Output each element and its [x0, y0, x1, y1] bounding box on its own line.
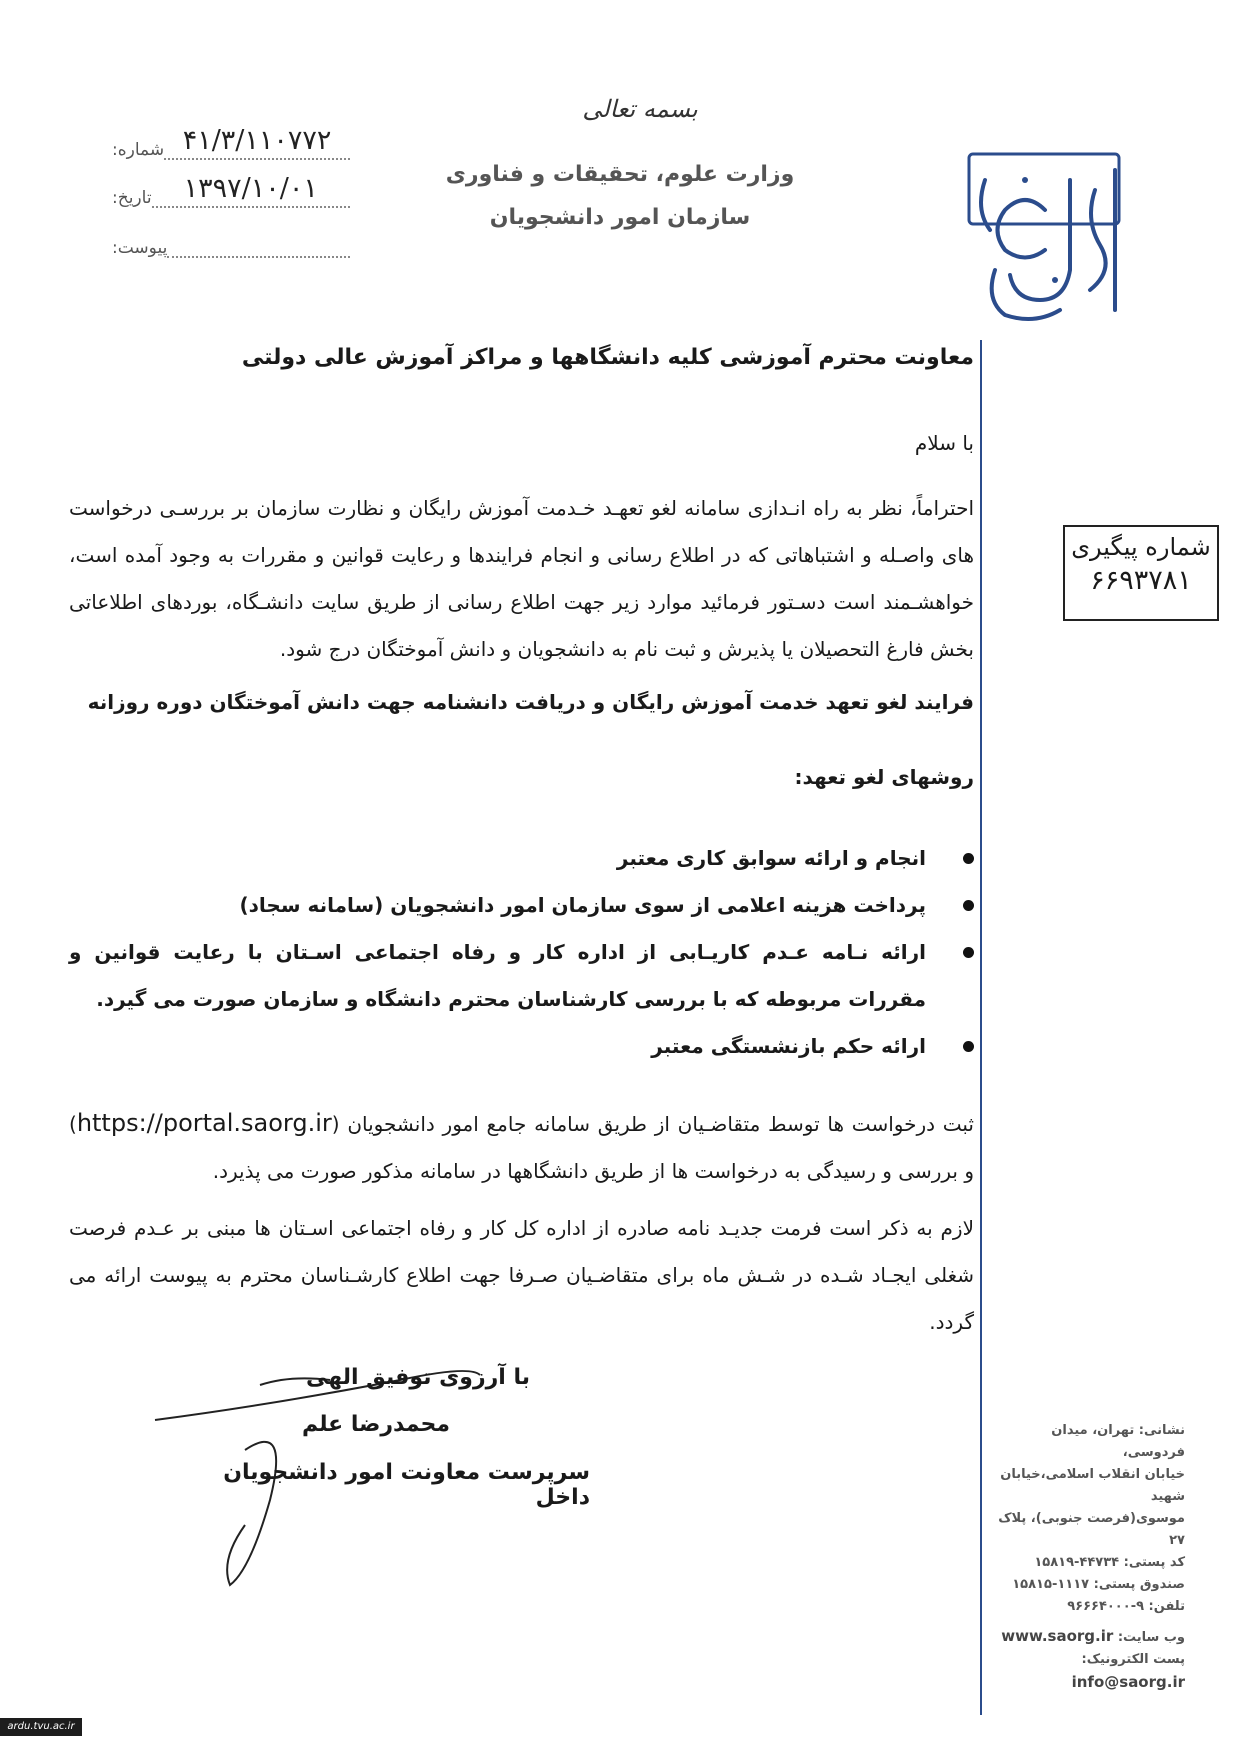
portal-link[interactable]: https://portal.saorg.ir — [76, 1109, 332, 1137]
paragraph-registration: ثبت درخواست ها توسط متقاضـیان از طریق سامانه جامع امور دانشجویان (https://portal.saorg.ir) و بررسی و رسیدگی به درخواست ها از طریق دانشگاهها در سامانه مذکور صورت می پذیرد. — [69, 1109, 974, 1183]
signer-title: سرپرست معاونت امور دانشجویان داخل — [223, 1460, 590, 1510]
postal-address: نشانی: تهران، میدان فردوسی، خیابان انقلاب اسلامی،خیابان شهید موسوی(فرصت جنوبی)، پلاک ۲۷ کد پستی: ۴۴۷۳۴-۱۵۸۱۹ صندوق پستی: ۱۱۱۷-۱۵۸۱۵ تلفن: ۹-۹۶۶۶۴۰۰۰ — [998, 1423, 1185, 1614]
attachment-label: پیوست: — [112, 238, 168, 258]
letter-date-label: تاریخ: — [112, 188, 152, 208]
paragraph-note: لازم به ذکر است فرمت جدیـد نامه صادره از اداره کل کار و رفاه اجتماعی اسـتان ها مبنی بر عـدم فرصت شغلی ایجـاد شـده در شـش ماه برای متقاضـیان صـرفا جهت اطلاع کارشـناسان محترم به پیوست ارائه می گردد. — [69, 1216, 974, 1334]
signer-name: محمدرضا علم — [301, 1412, 450, 1437]
bullet-icon — [963, 900, 974, 911]
organization-logo — [965, 150, 1130, 330]
website-label: وب سایت: — [1117, 1630, 1185, 1645]
list-item: ارائه حکم بازنشستگی معتبر — [69, 1023, 974, 1070]
tracking-number: ۶۶۹۳۷۸۱ — [1090, 565, 1192, 596]
bullet-icon — [963, 947, 974, 958]
process-heading: فرایند لغو تعهد خدمت آموزش رایگان و دریافت دانشنامه جهت دانش آموختگان دوره روزانه — [87, 690, 974, 714]
basmala: بسمه تعالی — [582, 95, 698, 123]
letter-number-value: ۴۱/۳/۱۱۰۷۷۲ — [182, 125, 332, 156]
methods-list — [69, 835, 974, 1070]
attachment-row — [110, 228, 350, 258]
tracking-number-box — [1063, 525, 1219, 621]
list-item: پرداخت هزینه اعلامی از سوی سازمان امور دانشجویان (سامانه سجاد) — [69, 882, 974, 929]
letter-number-label: شماره: — [112, 140, 165, 160]
list-item: ارائه نـامه عـدم کاریـابی از اداره کار و رفاه اجتماعی اسـتان با رعایت قوانین و مقررات مربوطه که با بررسی کارشناسان محترم دانشگاه و سازمان صورت می گیرد. — [69, 929, 974, 1023]
website-link[interactable]: www.saorg.ir — [1001, 1627, 1114, 1645]
letter-number-row — [110, 125, 350, 160]
list-item: انجام و ارائه سوابق کاری معتبر — [69, 835, 974, 882]
web-contact — [985, 1625, 1185, 1695]
tracking-label: شماره پیگیری — [1071, 533, 1211, 561]
email-label: پست الکترونیک: — [1081, 1652, 1185, 1667]
logo-calligraphy-icon — [965, 150, 1130, 330]
paragraph-intro: احتراماً، نظر به راه انـدازی سامانه لغو تعهـد خـدمت آموزش رایگان و نظارت سازمان بر بررسـی درخواست های واصـله و اشتباهاتی که در اطلاع رسانی و انجام فرایندها و رعایت قوانین و مقررات به وجود آمده است، خواهشـمند است دسـتور فرمائید موارد زیر جهت اطلاع رسانی از طریق سایت دانشـگاه، بوردهای اطلاعاتی بخش فارغ التحصیلان یا پذیرش و ثبت نام به دانشجویان و دانش آموختگان درج شود. — [69, 496, 974, 661]
bullet-icon — [963, 853, 974, 864]
bullet-icon — [963, 1041, 974, 1052]
ministry-name: وزارت علوم، تحقیقات و فناوری — [445, 162, 795, 187]
greeting: با سلام — [914, 431, 974, 455]
letter-date-value: ۱۳۹۷/۱۰/۰۱ — [183, 173, 318, 204]
methods-title: روشهای لغو تعهد: — [794, 765, 974, 789]
margin-divider — [980, 340, 982, 1715]
organization-name: سازمان امور دانشجویان — [489, 205, 751, 230]
addressee: معاونت محترم آموزشی کلیه دانشگاهها و مراکز آموزش عالی دولتی — [241, 345, 974, 370]
email-link[interactable]: info@saorg.ir — [1071, 1673, 1185, 1691]
closing-phrase: با آرزوی توفیق الهی — [305, 1365, 530, 1390]
letter-date-row — [110, 173, 350, 208]
source-watermark: ardu.tvu.ac.ir — [0, 1718, 82, 1736]
